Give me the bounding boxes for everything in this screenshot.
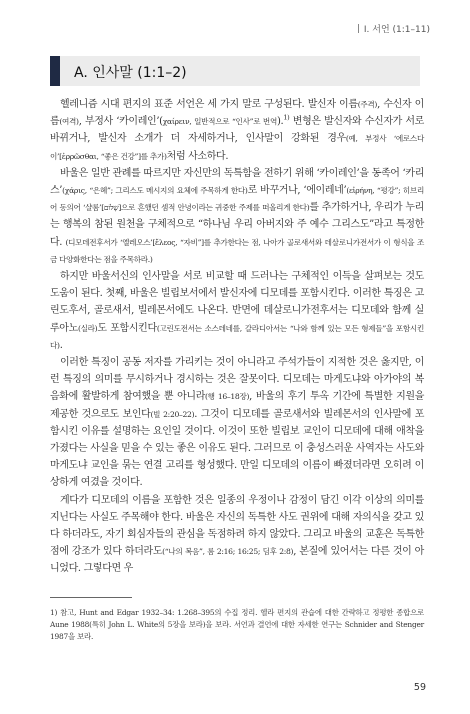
text-run: , 본질에 있어서는 다른 것이 아니었다. 그렇다면 우 xyxy=(50,546,424,575)
page-number: 59 xyxy=(413,682,426,693)
text-run: 처럼 사소하다. xyxy=(166,150,229,162)
text-run: 도 포함시킨다 xyxy=(97,322,157,334)
paragraph xyxy=(50,492,424,578)
section-header xyxy=(50,56,420,86)
footnote-ref: 1) xyxy=(283,113,290,122)
paragraph xyxy=(50,165,424,268)
parenthetical-note: (χάρις, “은혜”; 그리스도 메시지의 요체에 주목하게 한다) xyxy=(62,186,248,196)
text-run: , 부정사 ‘카이레인’( xyxy=(78,116,163,128)
footnote-divider xyxy=(50,597,132,598)
parenthetical-note: (행 16–18장) xyxy=(205,392,250,402)
parenthetical-note: (여격) xyxy=(59,117,79,127)
parenthetical-note: (“나의 복음”, 롬 2:16; 16:25; 딤후 2:8) xyxy=(162,547,294,557)
parenthetical-note: (주격) xyxy=(357,100,378,109)
parenthetical-note: (εἰρήνη, “평강”; 히브리어 동의어 ‘샬롬’[שָׁלוֹם]으로 흔했던 셈적 안녕이라는 귀중한 주제를 떠올리게 한다) xyxy=(50,186,424,213)
paragraph xyxy=(50,268,424,354)
footnote: 1) 참고, Hunt and Edgar 1932–34: 1.268–395의 수집 정리. 헬라 편지의 관습에 대한 간략하고 정평한 종합으로 Aune 1988(특히 John L. White의 5장을 보라)을 보라. 서언과 결언에 대한 자세한 연구는 Schnider and Stenger 1987을 보라. xyxy=(50,608,424,641)
text-run: , 수신자 이름 xyxy=(50,99,424,128)
text-run: 헬레니즘 시대 편지의 표준 서언은 세 가지 말로 구성된다. 발신자 이름 xyxy=(60,99,358,110)
text-run: . xyxy=(59,339,63,351)
text-run: 하지만 바울서신의 인사말을 서로 비교할 때 드러나는 구체적인 이득을 살펴보는 것도 도움이 된다. 첫째, 바울은 빌립보서에서 발신자에 디모데를 포함시킨다. 이러한 특징은 고린도후서, 골로새서, 빌레몬서에도 나온다. 반면에 데살로니가전후서는 디모데와 함께 실루아노 xyxy=(50,271,424,334)
body-text xyxy=(50,96,424,578)
parenthetical-note: (예, 부정사 ‘에로스다이’[ἐρρῶσθαι, “좋은 건강”]를 추가) xyxy=(50,134,424,161)
parenthetical-note: χαίρειν, 일반적으로 “인사”로 번역 xyxy=(162,117,277,127)
parenthetical-note: (실라) xyxy=(77,323,98,333)
text-run: . 그것이 디모데를 골로새서와 빌레몬서의 인사말에 포함시킨 이유를 설명하는 요인일 것이다. 이것이 또한 빌립보 교인이 디모데에 대해 애착을 가졌다는 사실을 믿을 수 있는 좋은 이유도 된다. 그러므로 이 충성스러운 사역자는 사도와 마게도냐 교인을 묶는 연결 고리를 형성했다. 만일 디모데의 이름이 빠졌더라면 오히려 이상하게 여겼을 것이다. xyxy=(50,408,425,489)
text-run: 변형은 발신자와 수신자가 서로 바뀌거나, 발신자 소개가 더 자세하거나, 인사말이 강화된 경우 xyxy=(50,116,424,145)
text-run: 이러한 특징이 공동 저자를 가리키는 것이 아니라고 주석가들이 지적한 것은 옳지만, 이런 특징의 의미를 무시하거나 경시하는 것은 잘못이다. 디모데는 마게도냐와 아가야의 복음화에 활발하게 참여했을 뿐 아니라 xyxy=(50,357,424,403)
parenthetical-note: (빌 2:20–22) xyxy=(150,409,195,419)
text-run: 를 추가하거나, 우리가 누리는 행복의 참된 원천을 구체적으로 “하나님 우리 아버지와 주 예수 그리스도”라고 특정한다. xyxy=(50,202,424,248)
text-run: ). xyxy=(277,116,284,128)
text-run: , 바울의 후기 투옥 기간에 특별한 지원을 제공한 것으로도 보인다 xyxy=(50,391,425,420)
text-run: 바울은 일반 관례를 따르지만 자신만의 독특함을 전하기 위해 ‘카이레인’을 동족어 ‘카리스’ xyxy=(50,167,424,197)
text-run: 게다가 디모데의 이름을 포함한 것은 일종의 우정이나 감정이 담긴 이각 이상의 의미를 지닌다는 사실도 주목해야 한다. 바울은 자신의 독특한 사도 권위에 대해 자의식을 갖고 있다 하더라도, 자기 회심자들의 관심을 독점하려 하지 않았다. 그리고 바울의 교훈은 독특한 점에 강조가 있다 하더라도 xyxy=(50,494,424,558)
paragraph xyxy=(50,354,424,492)
parenthetical-note: (고린도전서는 소스데네를, 갈라디아서는 “나와 함께 있는 모든 형제들”을 포함시킨다) xyxy=(50,323,424,350)
running-head xyxy=(358,22,430,35)
text-run: 로 바꾸거나, ‘에이레네’ xyxy=(247,185,347,197)
section-title: A. 인사말 (1:1–2) xyxy=(74,65,187,81)
paragraph xyxy=(50,96,424,165)
parenthetical-note: (디모데전후서가 ‘엘레오스’[ἔλεος, “자비”]를 추가한다는 점, 나아가 골로새서와 데살로니가전서가 이 형식을 조금 다양화한다는 점을 주목하라.) xyxy=(50,237,424,264)
running-head-text: Ⅰ. 서언 (1:1–11) xyxy=(363,25,430,35)
